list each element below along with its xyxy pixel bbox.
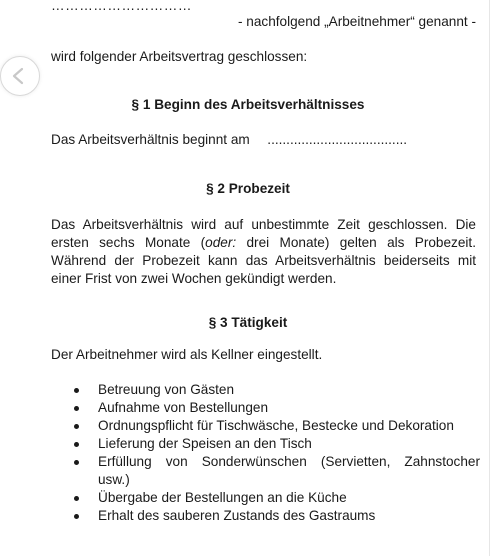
duties-list bbox=[70, 381, 480, 525]
bullet-icon bbox=[74, 460, 79, 465]
section-2-heading: § 2 Probezeit bbox=[206, 181, 290, 196]
duty-text-continued: usw.) bbox=[98, 472, 130, 487]
probation-line-2 bbox=[51, 234, 476, 252]
bullet-icon bbox=[74, 496, 79, 501]
section-1-heading: § 1 Beginn des Arbeitsverhältnisses bbox=[131, 97, 365, 112]
bullet-icon bbox=[74, 388, 79, 393]
start-date-label: Das Arbeitsverhältnis beginnt am bbox=[51, 132, 250, 147]
back-button[interactable] bbox=[0, 56, 40, 96]
section-3-heading: § 3 Tätigkeit bbox=[208, 315, 288, 330]
duty-text: Ordnungspflicht für Tischwäsche, Bestecke und Dekoration bbox=[98, 418, 454, 433]
list-item bbox=[70, 435, 480, 453]
bullet-icon bbox=[74, 514, 79, 519]
bullet-icon bbox=[74, 424, 79, 429]
contract-intro: wird folgender Arbeitsvertrag geschlossen: bbox=[51, 49, 308, 64]
chevron-left-icon bbox=[9, 67, 29, 85]
probation-line-4: einer Frist von zwei Wochen gekündigt werden. bbox=[51, 271, 337, 286]
duty-text: Betreuung von Gästen bbox=[98, 382, 235, 397]
list-item bbox=[70, 453, 480, 489]
probation-line-2b: drei Monate) gelten als Probezeit. bbox=[236, 235, 476, 250]
duty-text: Erfüllung von Sonderwünschen (Servietten, Zahnstocher bbox=[98, 454, 480, 469]
bullet-icon bbox=[74, 442, 79, 447]
employee-designation: - nachfolgend „Arbeitnehmer“ genannt - bbox=[237, 14, 476, 29]
duty-text: Erhalt des sauberen Zustands des Gastraums bbox=[98, 508, 376, 523]
start-date-blank: ..................................... bbox=[267, 132, 408, 147]
probation-line-1: Das Arbeitsverhältnis wird auf unbestimmte Zeit geschlossen. Die bbox=[51, 217, 476, 232]
probation-line-3: Während der Probezeit kann das Arbeitsverhältnis beiderseits mit bbox=[51, 253, 476, 268]
section-3-text: Der Arbeitnehmer wird als Kellner eingestellt. bbox=[51, 347, 323, 362]
list-item bbox=[70, 489, 480, 507]
page-edge bbox=[489, 0, 490, 556]
list-item bbox=[70, 417, 480, 435]
duty-text: Übergabe der Bestellungen an die Küche bbox=[98, 490, 347, 505]
duty-text: Aufnahme von Bestellungen bbox=[98, 400, 269, 415]
duty-text: Lieferung der Speisen an den Tisch bbox=[98, 436, 312, 451]
probation-alt-label: oder: bbox=[205, 235, 237, 250]
list-item bbox=[70, 507, 480, 525]
list-item bbox=[70, 381, 480, 399]
section-2-paragraph bbox=[51, 216, 476, 288]
list-item bbox=[70, 399, 480, 417]
probation-line-2a: ersten sechs Monate ( bbox=[51, 235, 206, 250]
bullet-icon bbox=[74, 406, 79, 411]
section-1-text bbox=[51, 132, 407, 147]
placeholder-dots: ………………………… bbox=[51, 0, 192, 13]
